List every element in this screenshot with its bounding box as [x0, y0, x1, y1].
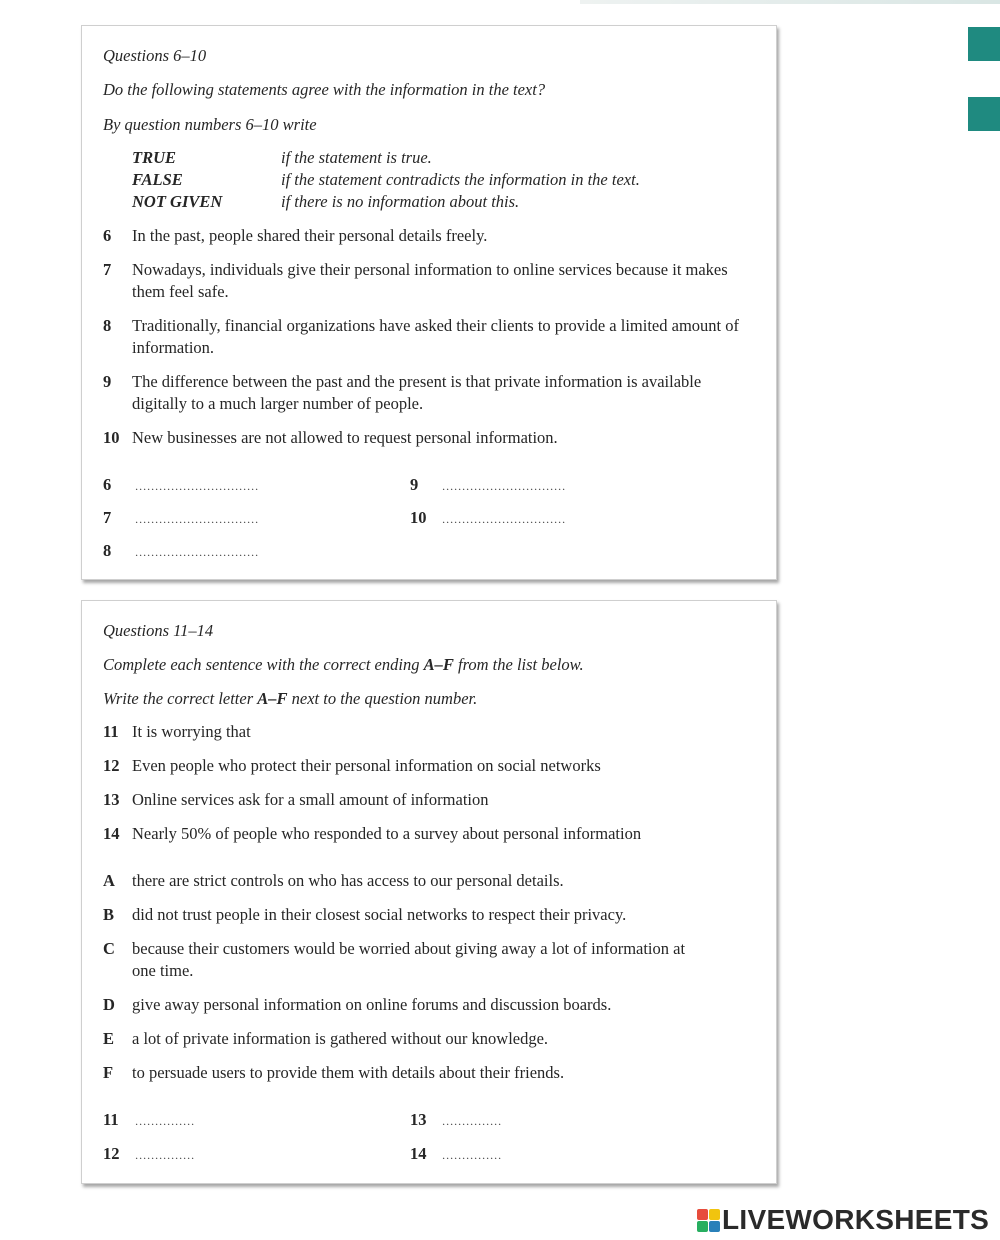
answer-number: 13: [410, 1110, 427, 1129]
definition-term: NOT GIVEN: [132, 192, 223, 211]
definition-explanation: if there is no information about this.: [281, 192, 520, 211]
questions-11-14-panel: [81, 600, 777, 1184]
answer-number: 9: [410, 475, 419, 494]
definition-term: TRUE: [132, 148, 177, 167]
question-item: [103, 789, 763, 811]
ending-letter: C: [103, 939, 115, 958]
question-number: 11: [103, 722, 119, 741]
answer-number: 14: [410, 1144, 427, 1163]
ending-text: there are strict controls on who has access to our personal details.: [132, 871, 564, 890]
ending-text: because their customers would be worried about giving away a lot of information at one time.: [132, 939, 686, 980]
ending-text: did not trust people in their closest social networks to respect their privacy.: [132, 905, 627, 924]
answer-line: [103, 1110, 195, 1130]
margin-tab-marker: [968, 97, 1000, 131]
page-top-tint: [580, 0, 1000, 4]
question-item: [103, 721, 763, 743]
answer-blank[interactable]: ...............: [442, 1148, 503, 1162]
answer-line: [103, 1144, 195, 1164]
question-number: 9: [103, 372, 112, 391]
answer-blank[interactable]: ...............................: [135, 545, 260, 559]
answer-blank[interactable]: ...............: [135, 1114, 196, 1128]
question-text: Nearly 50% of people who responded to a survey about personal information: [132, 824, 642, 843]
ending-item: [103, 870, 763, 892]
question-text: Traditionally, financial organizations have asked their clients to provide a limited amount of information.: [132, 316, 739, 357]
answer-line: [103, 541, 259, 561]
question-text: New businesses are not allowed to request personal information.: [132, 428, 558, 447]
ending-letter: E: [103, 1029, 115, 1048]
section-instruction-2: By question numbers 6–10 write: [103, 115, 317, 134]
ending-text: give away personal information on online forums and discussion boards.: [132, 995, 612, 1014]
question-text: Nowadays, individuals give their personal information to online services because it makes them feel safe.: [132, 260, 728, 301]
question-item: [103, 755, 763, 777]
logo-square: [709, 1221, 720, 1232]
definition-explanation: if the statement is true.: [281, 148, 432, 167]
answer-blank[interactable]: ...............................: [442, 479, 567, 493]
answer-number: 11: [103, 1110, 119, 1129]
margin-tab-marker: [968, 27, 1000, 61]
question-item: [103, 371, 763, 415]
question-text: In the past, people shared their personal details freely.: [132, 226, 488, 245]
liveworksheets-logo-icon: [697, 1209, 719, 1231]
question-number: 10: [103, 428, 120, 447]
ending-letter: B: [103, 905, 115, 924]
question-item: [103, 259, 763, 303]
question-number: 12: [103, 756, 120, 775]
ending-item: [103, 994, 763, 1016]
logo-square: [697, 1221, 708, 1232]
answer-blank[interactable]: ...............................: [135, 512, 260, 526]
question-text: The difference between the past and the present is that private information is available digitally to a much larger number of people.: [132, 372, 702, 413]
question-number: 7: [103, 260, 112, 279]
answer-line: [410, 475, 566, 495]
question-number: 8: [103, 316, 112, 335]
logo-square: [709, 1209, 720, 1220]
question-item: [103, 225, 763, 247]
ending-letter: A: [103, 871, 115, 890]
question-text: It is worrying that: [132, 722, 251, 741]
section-instruction-2: Write the correct letter A–F next to the question number.: [103, 689, 478, 708]
question-text: Online services ask for a small amount of information: [132, 790, 489, 809]
logo-text: LIVEWORKSHEETS: [722, 1204, 990, 1235]
answer-number: 12: [103, 1144, 120, 1163]
ending-item: [103, 904, 763, 926]
liveworksheets-logo: [697, 1200, 989, 1240]
section-heading: Questions 11–14: [103, 621, 214, 640]
section-heading: Questions 6–10: [103, 46, 207, 65]
question-number: 14: [103, 824, 120, 843]
answer-number: 10: [410, 508, 427, 527]
answer-number: 8: [103, 541, 112, 560]
section-instruction: Complete each sentence with the correct ending A–F from the list below.: [103, 655, 584, 674]
answer-line: [410, 1144, 502, 1164]
answer-blank[interactable]: ...............................: [442, 512, 567, 526]
answer-line: [410, 1110, 502, 1130]
definition-term: FALSE: [132, 170, 183, 189]
questions-6-10-panel: [81, 25, 777, 580]
answer-line: [103, 475, 259, 495]
question-item: [103, 427, 763, 449]
answer-blank[interactable]: ...............: [442, 1114, 503, 1128]
answer-number: 7: [103, 508, 112, 527]
question-text: Even people who protect their personal information on social networks: [132, 756, 601, 775]
answer-blank[interactable]: ...............................: [135, 479, 260, 493]
ending-item: [103, 1062, 763, 1084]
answer-line: [103, 508, 259, 528]
answer-number: 6: [103, 475, 112, 494]
answer-blank[interactable]: ...............: [135, 1148, 196, 1162]
ending-letter: D: [103, 995, 115, 1014]
ending-text: a lot of private information is gathered without our knowledge.: [132, 1029, 549, 1048]
question-number: 6: [103, 226, 112, 245]
ending-text: to persuade users to provide them with details about their friends.: [132, 1063, 565, 1082]
question-item: [103, 315, 763, 359]
ending-item: [103, 938, 763, 982]
ending-letter: F: [103, 1063, 114, 1082]
definition-explanation: if the statement contradicts the information in the text.: [281, 170, 640, 189]
section-instruction: Do the following statements agree with the information in the text?: [103, 80, 546, 99]
question-item: [103, 823, 763, 845]
answer-line: [410, 508, 566, 528]
question-number: 13: [103, 790, 120, 809]
logo-square: [697, 1209, 708, 1220]
ending-item: [103, 1028, 763, 1050]
